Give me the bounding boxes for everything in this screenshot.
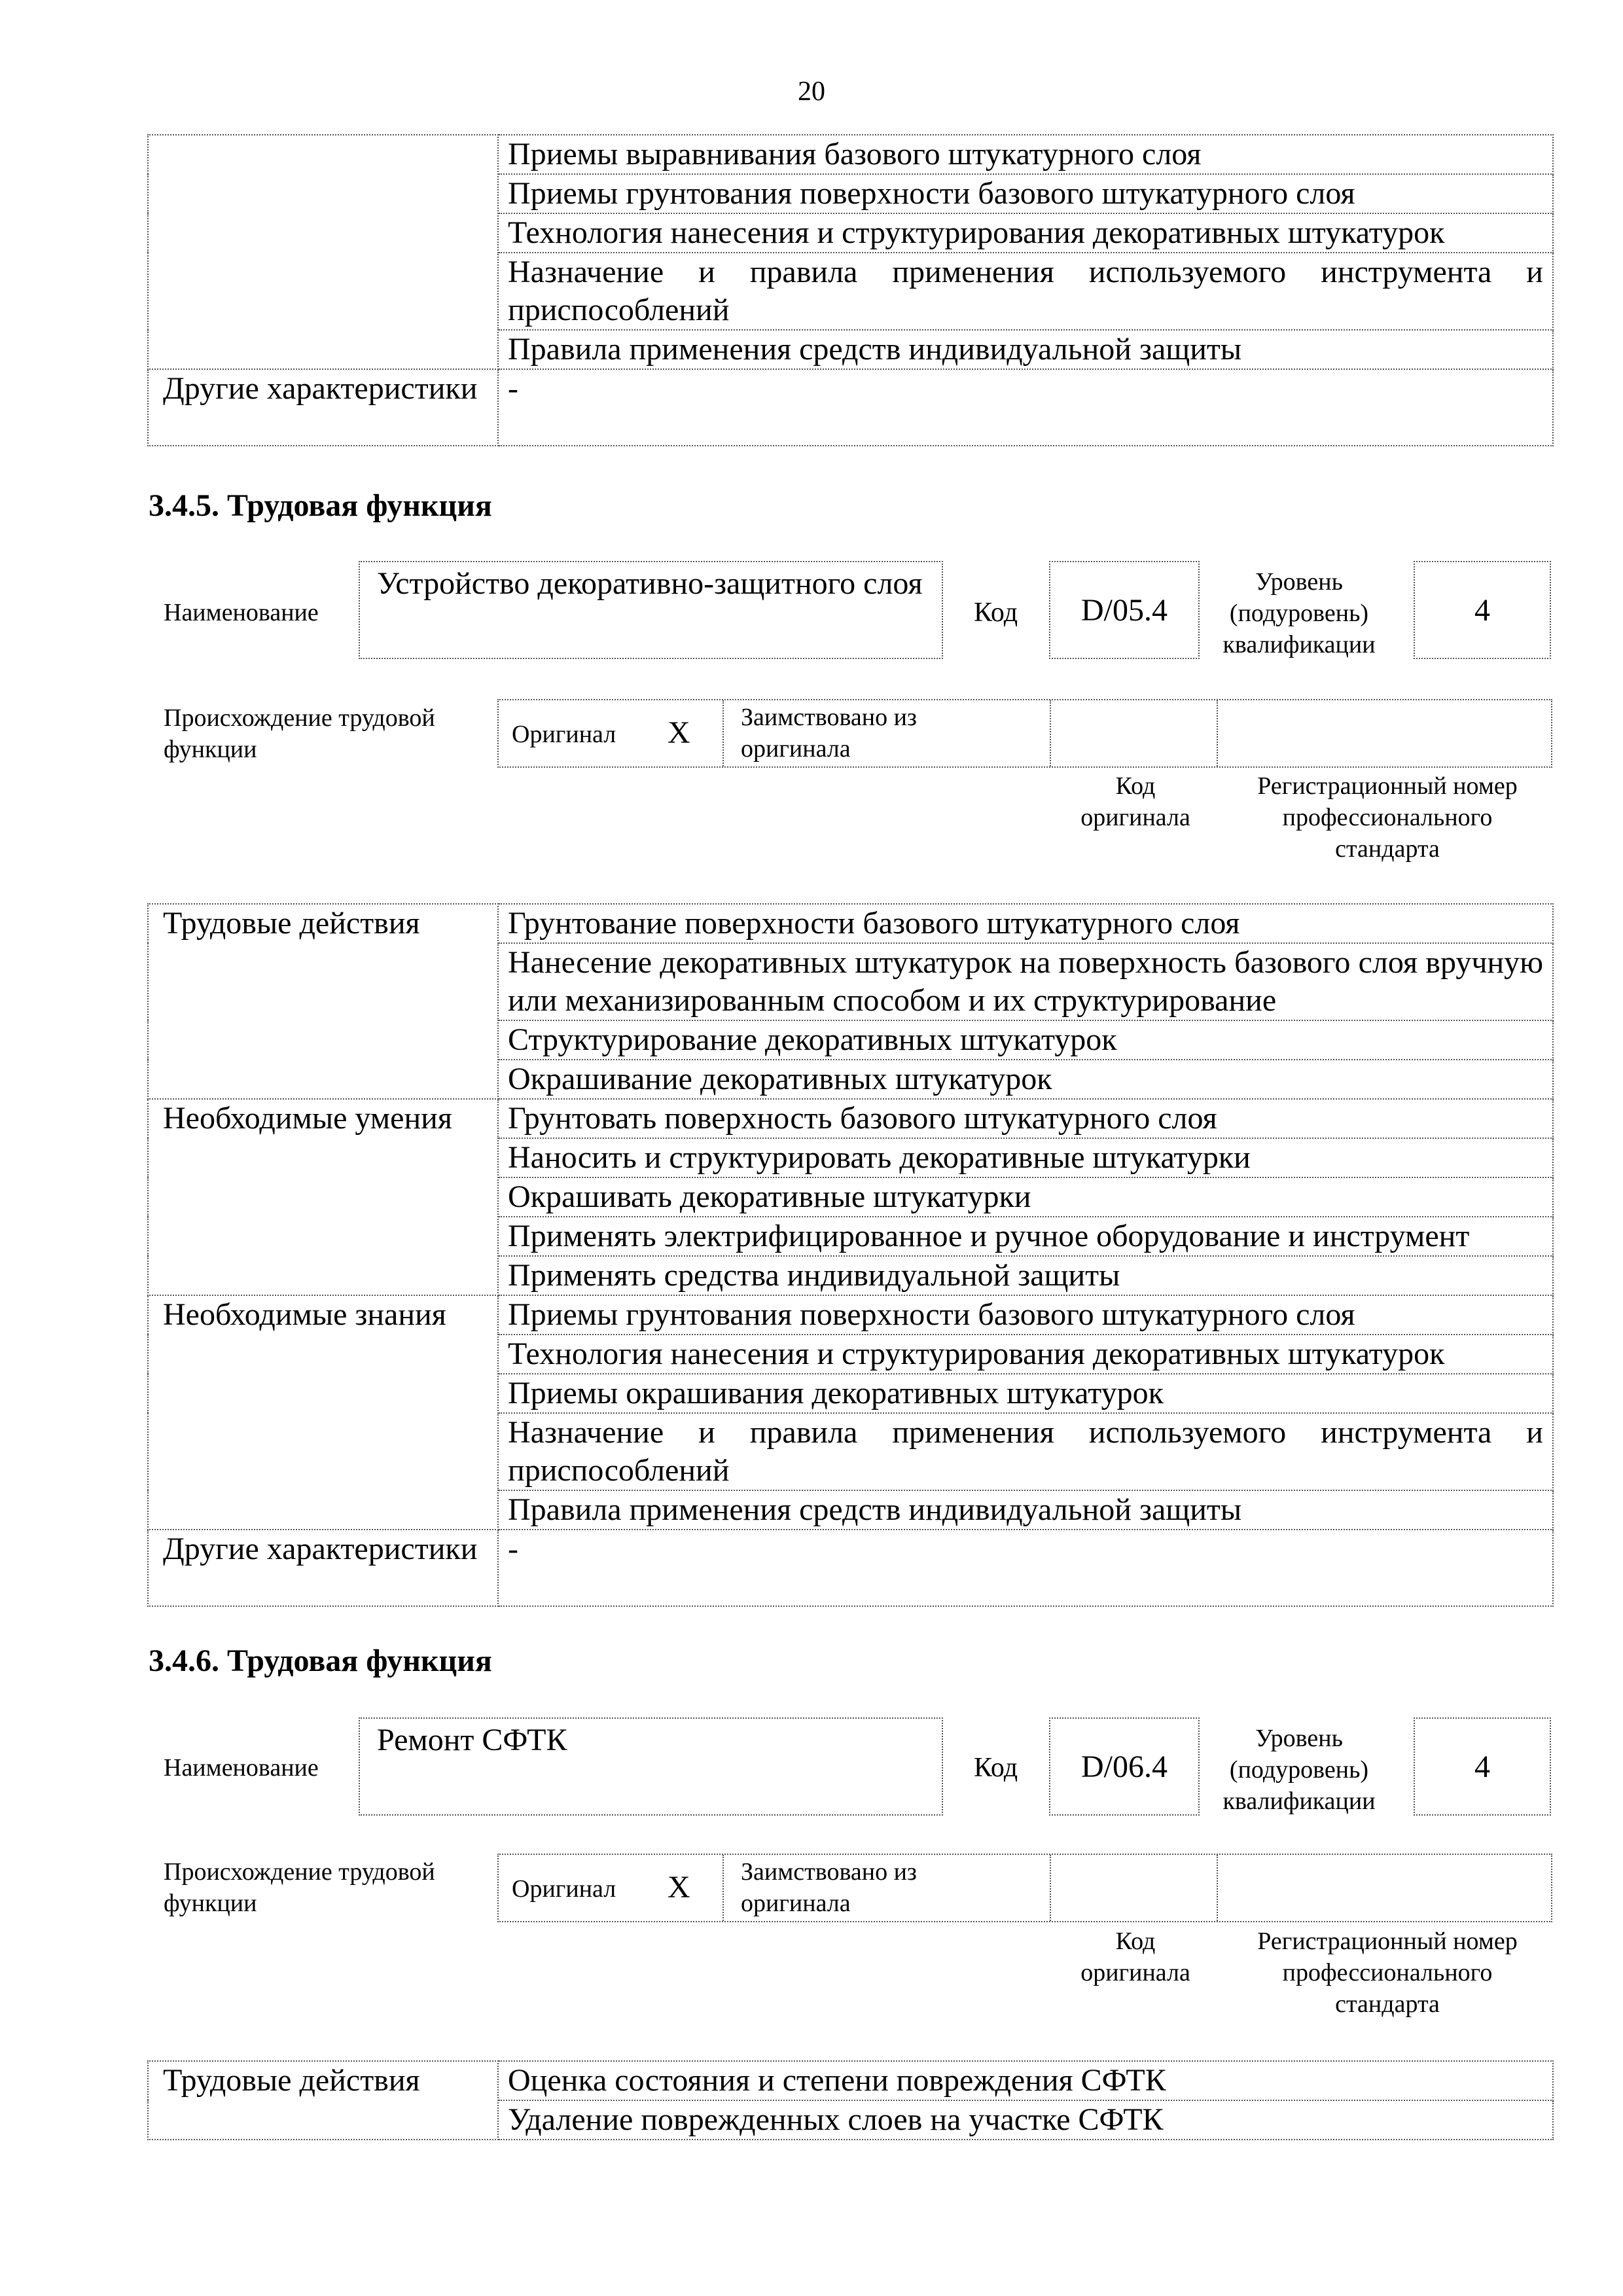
labor-actions-label: Трудовые действия	[148, 2061, 498, 2140]
list-item: Оценка состояния и степени повреждения СФТК	[498, 2061, 1553, 2100]
list-item: Технология нанесения и структурирования декоративных штукатурок	[498, 213, 1553, 253]
level-label: Уровень (подуровень) квалификации	[1222, 568, 1376, 658]
function-name: Ремонт СФТК	[377, 1723, 567, 1757]
list-item: Удаление поврежденных слоев на участке СФТК	[498, 2100, 1553, 2140]
original-label: Оригинал	[512, 1875, 616, 1903]
level-value: 4	[1474, 1749, 1490, 1784]
divider	[1217, 1855, 1219, 1921]
list-item: Назначение и правила применения используемого инструмента и приспособлений	[498, 1413, 1553, 1490]
list-item: Нанесение декоративных штукатурок на поверхность базового слоя вручную или механизированным способом и их структурирование	[498, 943, 1553, 1020]
divider	[722, 700, 725, 766]
list-item: Грунтование поверхности базового штукатурного слоя	[498, 904, 1553, 943]
list-item: Приемы окрашивания декоративных штукатурок	[498, 1374, 1553, 1413]
labor-actions-label: Трудовые действия	[148, 904, 498, 1099]
original-mark: X	[668, 715, 690, 750]
divider	[1050, 700, 1052, 766]
level-value: 4	[1474, 592, 1490, 628]
borrowed-label: Заимствовано из оригинала	[741, 1858, 917, 1917]
list-item: Окрашивание декоративных штукатурок	[498, 1060, 1553, 1099]
function-name-box	[359, 1717, 943, 1816]
code-box	[1049, 561, 1200, 659]
list-item: Правила применения средств индивидуальной защиты	[498, 1490, 1553, 1530]
original-label: Оригинал	[512, 721, 616, 748]
other-characteristics-label: Другие характеристики	[148, 1530, 498, 1606]
divider	[1217, 700, 1219, 766]
level-label: Уровень (подуровень) квалификации	[1222, 1725, 1376, 1815]
other-characteristics-label: Другие характеристики	[148, 369, 498, 446]
code-original-caption: Код оригинала	[1080, 772, 1190, 831]
function-code: D/05.4	[1081, 592, 1168, 628]
table-cell-empty	[148, 135, 498, 369]
level-box	[1414, 1717, 1551, 1816]
function-name-box	[359, 561, 943, 659]
code-box	[1049, 1717, 1200, 1816]
list-item: Приемы выравнивания базового штукатурного слоя	[498, 135, 1553, 174]
original-mark: X	[668, 1870, 690, 1905]
knowledge-label: Необходимые знания	[148, 1295, 498, 1530]
list-item: Технология нанесения и структурирования декоративных штукатурок	[498, 1335, 1553, 1374]
top-table	[147, 134, 1554, 446]
list-item: Структурирование декоративных штукатурок	[498, 1020, 1553, 1060]
function-name: Устройство декоративно-защитного слоя	[377, 566, 923, 601]
code-original-caption: Код оригинала	[1080, 1928, 1190, 1986]
origin-label: Происхождение трудовой функции	[164, 1858, 435, 1917]
divider	[722, 1855, 725, 1921]
reg-number-caption: Регистрационный номер профессионального стандарта	[1257, 1928, 1518, 2018]
code-label: Код	[974, 1753, 1018, 1783]
list-item: Приемы грунтования поверхности базового штукатурного слоя	[498, 174, 1553, 213]
list-item: Окрашивать декоративные штукатурки	[498, 1177, 1553, 1217]
section-heading-345: 3.4.5. Трудовая функция	[149, 488, 492, 523]
list-item: Наносить и структурировать декоративные штукатурки	[498, 1138, 1553, 1177]
list-item: Правила применения средств индивидуальной защиты	[498, 330, 1553, 369]
name-label: Наименование	[164, 599, 319, 626]
divider	[1050, 1855, 1052, 1921]
list-item: Применять электрифицированное и ручное оборудование и инструмент	[498, 1217, 1553, 1256]
name-label: Наименование	[164, 1754, 319, 1782]
list-item: Применять средства индивидуальной защиты	[498, 1256, 1553, 1295]
section-346-table	[147, 2060, 1554, 2140]
level-box	[1414, 561, 1551, 659]
section-heading-346: 3.4.6. Трудовая функция	[149, 1643, 492, 1678]
section-345-table	[147, 903, 1554, 1607]
other-characteristics-value: -	[498, 1530, 1553, 1606]
code-label: Код	[974, 598, 1018, 628]
borrowed-label: Заимствовано из оригинала	[741, 704, 917, 762]
skills-label: Необходимые умения	[148, 1099, 498, 1295]
list-item: Назначение и правила применения используемого инструмента и приспособлений	[498, 253, 1553, 330]
list-item: Грунтовать поверхность базового штукатурного слоя	[498, 1099, 1553, 1138]
origin-label: Происхождение трудовой функции	[164, 704, 435, 763]
reg-number-caption: Регистрационный номер профессионального стандарта	[1257, 772, 1518, 863]
function-code: D/06.4	[1081, 1749, 1168, 1784]
origin-row	[497, 1854, 1552, 1922]
page-number: 20	[798, 77, 825, 107]
other-characteristics-value: -	[498, 369, 1553, 446]
origin-row	[497, 699, 1552, 768]
list-item: Приемы грунтования поверхности базового штукатурного слоя	[498, 1295, 1553, 1335]
